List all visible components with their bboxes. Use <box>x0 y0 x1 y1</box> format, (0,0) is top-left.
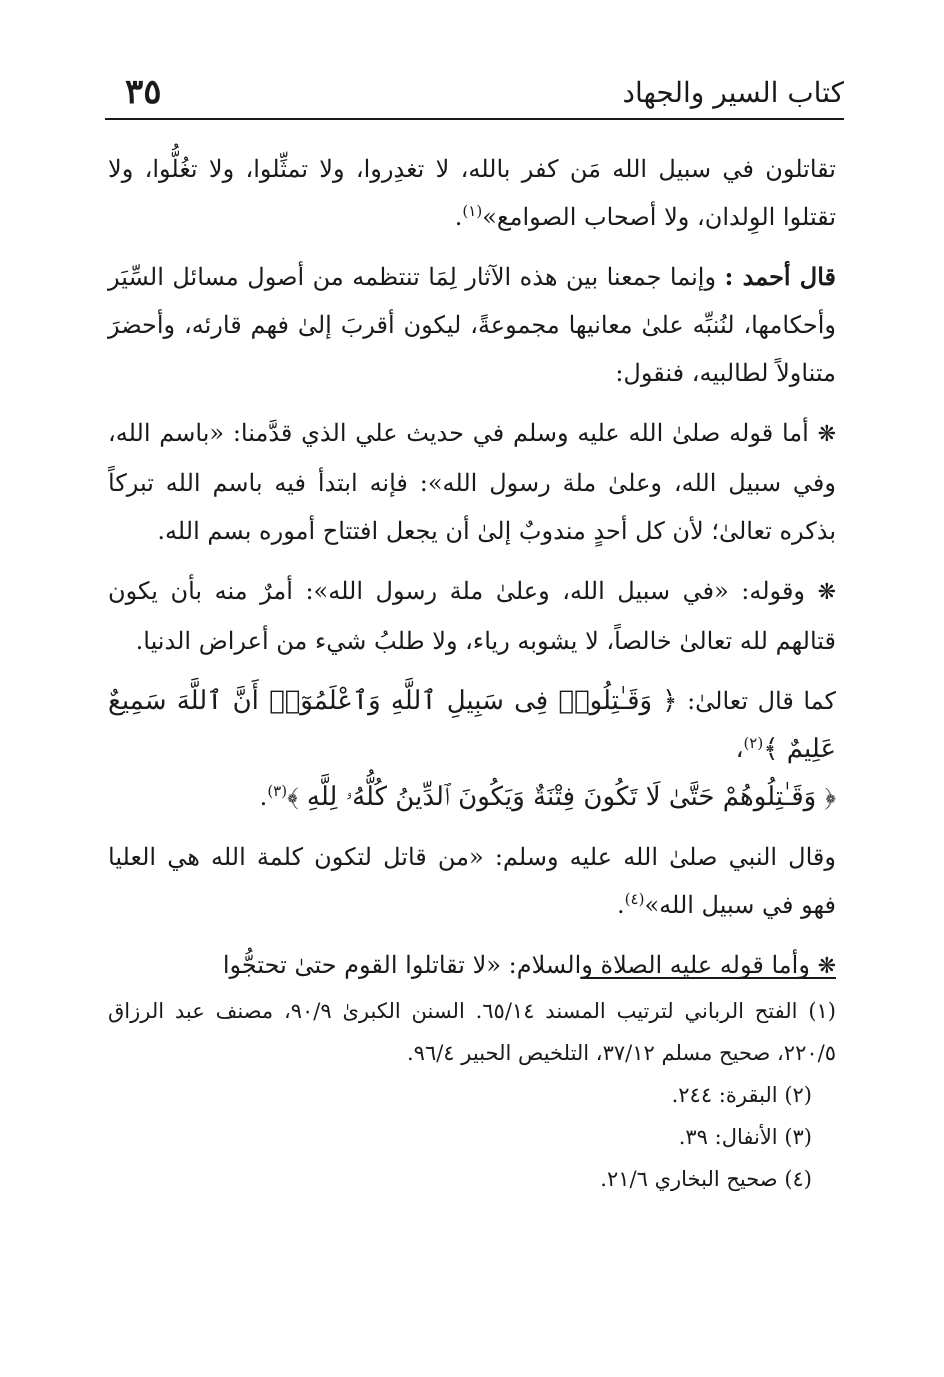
running-title: كتاب السير والجهاد <box>622 76 844 109</box>
footnote-ref-1[interactable]: (١) <box>462 202 483 220</box>
paragraph-text: أما قوله صلىٰ الله عليه وسلم في حديث علي الذي قدَّمنا: «باسم الله، وفي سبيل الله، وعلىٰ ملة رسول الله»: فإنه ابتدأ فيه باسم الله تبركاً بذكره تعالىٰ؛ لأن كل أحدٍ مندوبٌ إلىٰ أن يجعل افتتاح أموره بسم الله. <box>108 419 836 545</box>
paragraph-3 <box>108 409 836 555</box>
main-text <box>108 145 836 1003</box>
footnote-ref-4[interactable]: (٤) <box>624 890 645 908</box>
paragraph-text: تقاتلون في سبيل الله مَن كفر بالله، لا تغدِروا، ولا تمثِّلوا، ولا تغُلُّوا، ولا تقتلوا الوِلدان، ولا أصحاب الصوامع» <box>108 155 836 231</box>
footnotes <box>108 990 836 1200</box>
paragraph-text: وأما قوله عليه الصلاة والسلام: «لا تقاتلوا القوم حتىٰ تحتجُّوا <box>222 951 810 979</box>
footnote-2: (٢) البقرة: ٢٤٤. <box>671 1083 812 1107</box>
punctuation: . <box>259 783 268 811</box>
asterism-icon: ❋ <box>817 954 836 979</box>
page-number: ٣٥ <box>125 72 162 112</box>
footnote-ref-2[interactable]: (٢) <box>743 734 764 752</box>
header-divider <box>105 118 844 120</box>
speaker-label: قال أحمد : <box>724 262 837 291</box>
asterism-icon: ❋ <box>817 422 836 447</box>
paragraph-text: وقال النبي صلىٰ الله عليه وسلم: «من قاتل لتكون كلمة الله هي العليا فهو في سبيل الله» <box>108 843 836 919</box>
footnote-3: (٣) الأنفال: ٣٩. <box>678 1125 812 1149</box>
footnote-1: (١) الفتح الرباني لترتيب المسند ٦٥/١٤. السنن الكبرىٰ ٩٠/٩، مصنف عبد الرزاق ٢٢٠/٥، صحيح مسلم ٣٧/١٢، التلخيص الحبير ٩٦/٤. <box>108 999 836 1065</box>
footnote-ref-3[interactable]: (٣) <box>267 782 288 800</box>
paragraph-4 <box>108 567 836 665</box>
paragraph-2 <box>108 253 836 397</box>
asterism-icon: ❋ <box>817 580 836 605</box>
paragraph-5-verses <box>108 677 836 821</box>
footnote-4: (٤) صحيح البخاري ٢١/٦. <box>600 1167 812 1191</box>
paragraph-text: وإنما جمعنا بين هذه الآثار لِمَا تنتظمه من أصول مسائل السِّيَر وأحكامها، لنُنبِّه علىٰ معانيها مجموعةً، ليكون أقربَ إلىٰ فهم قارئه، وأحضرَ متناولاً لطالبيه، فنقول: <box>108 263 836 387</box>
footnote-divider <box>581 977 836 979</box>
paragraph-1 <box>108 145 836 241</box>
quran-verse-2: ﴿ وَقَـٰتِلُوهُمْ حَتَّىٰ لَا تَكُونَ فِتْنَةٌ وَيَكُونَ ٱلدِّينُ كُلُّهُۥ لِلَّهِ ﴾ <box>287 782 836 812</box>
verse-intro: كما قال تعالىٰ: <box>687 687 836 715</box>
page-header <box>105 72 844 120</box>
paragraph-6 <box>108 833 836 929</box>
paragraph-text: وقوله: «في سبيل الله، وعلىٰ ملة رسول الله»: أمرٌ منه بأن يكون قتالهم لله تعالىٰ خالصاً، لا يشوبه رياء، ولا طلبُ شيء من أعراض الدنيا. <box>108 577 836 655</box>
quran-verse-1: ﴿ وَقَـٰتِلُوا۟ فِى سَبِيلِ ٱللَّهِ وَٱعْلَمُوٓا۟ أَنَّ ٱللَّهَ سَمِيعٌ عَلِيمٌ ﴾ <box>108 686 836 764</box>
paragraph-7 <box>108 941 836 991</box>
punctuation: . <box>454 203 463 231</box>
punctuation: ، <box>735 735 744 763</box>
punctuation: . <box>617 891 625 919</box>
